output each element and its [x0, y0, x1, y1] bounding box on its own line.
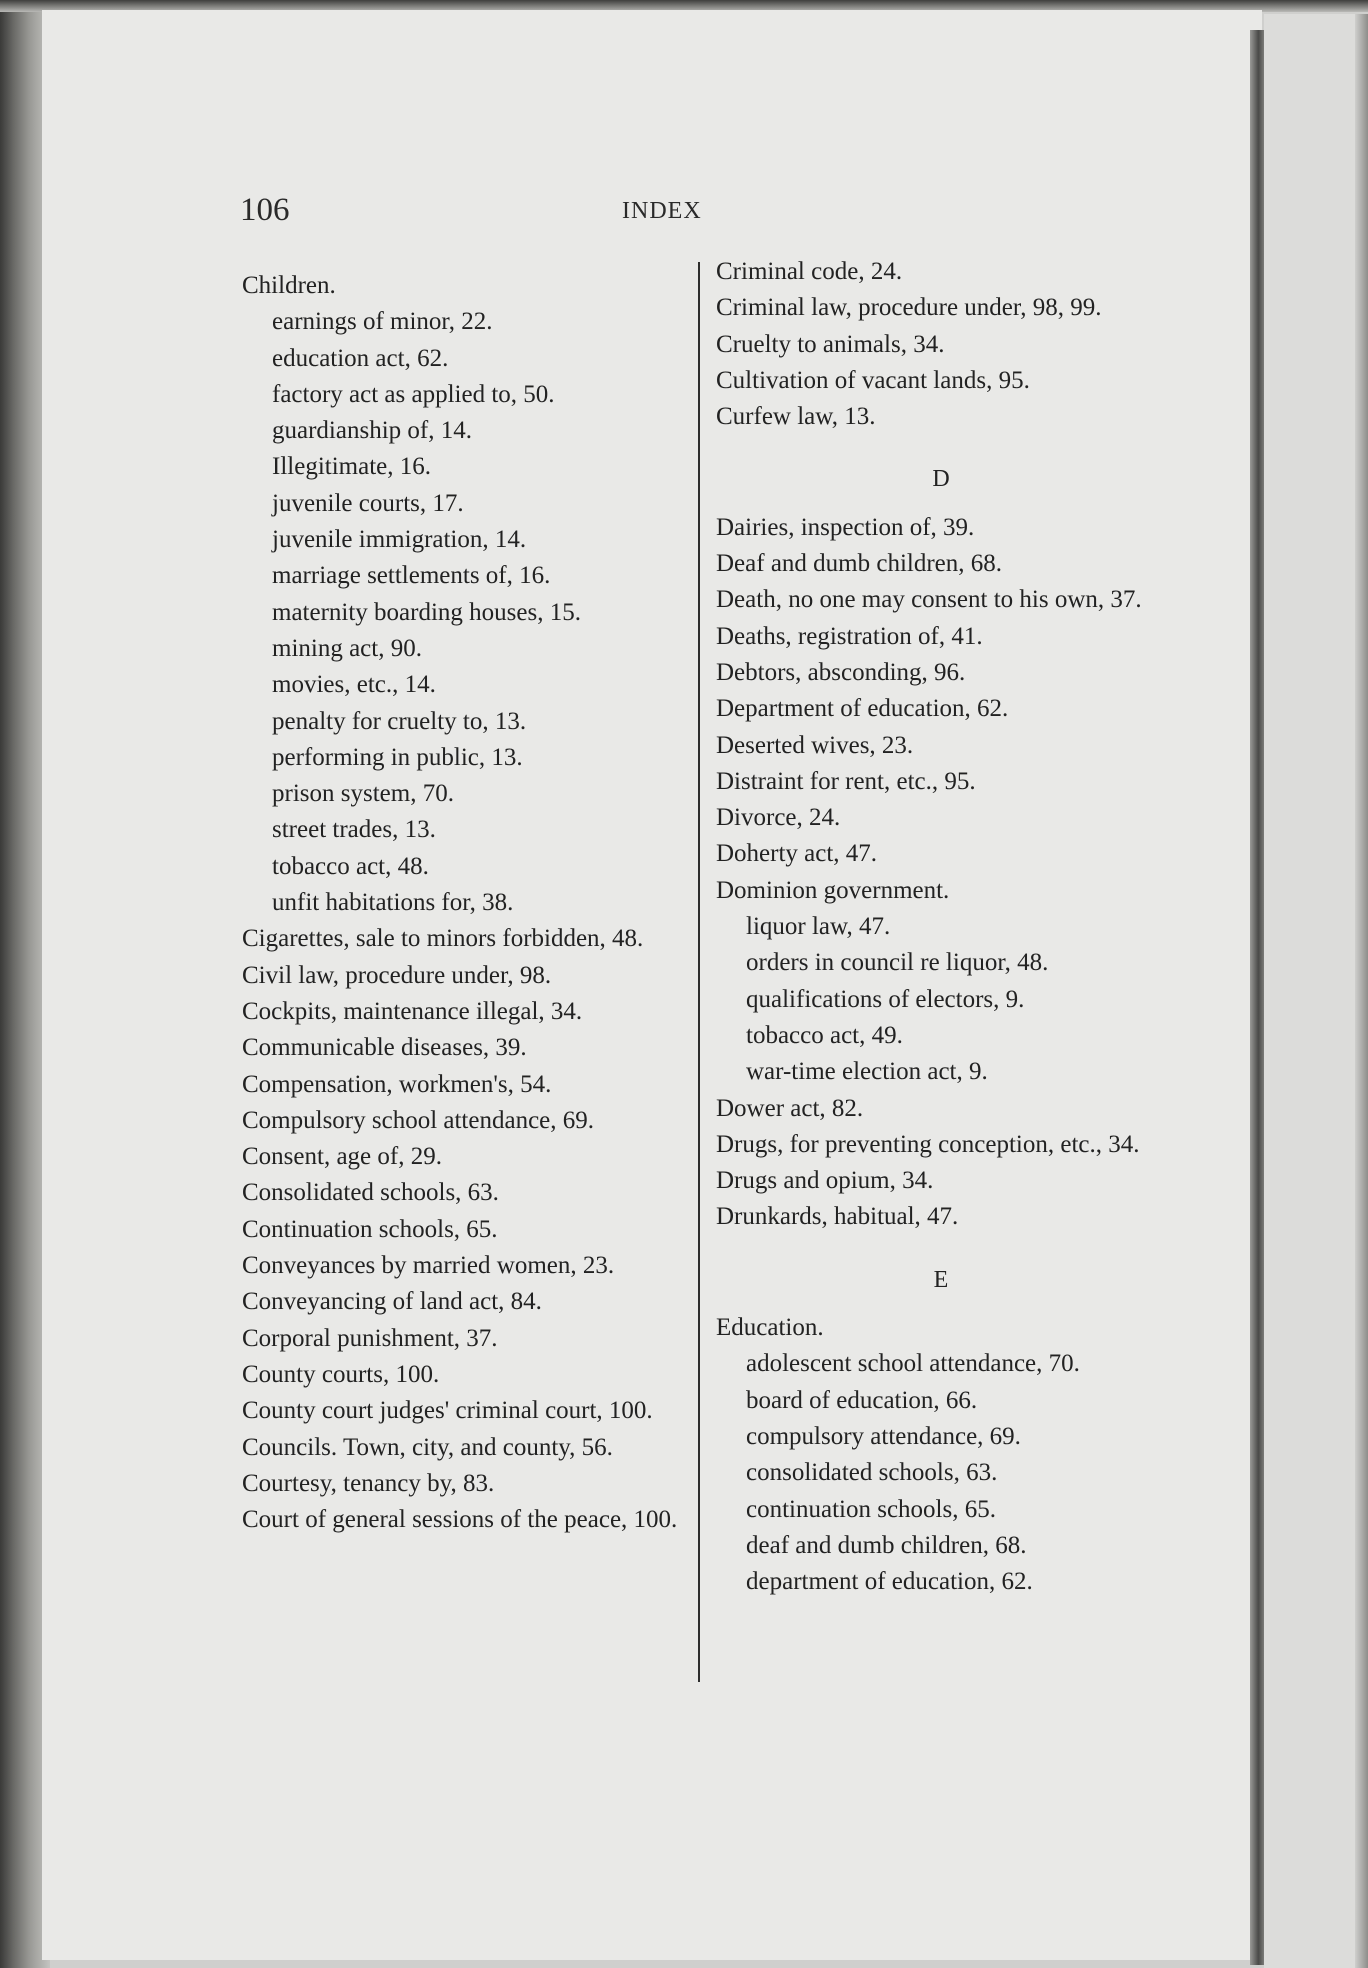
section-letter: E [933, 1266, 949, 1293]
index-entry: Cultivation of vacant lands, 95. [716, 366, 1030, 394]
index-subentry: tobacco act, 48. [272, 852, 429, 880]
index-entry: Councils. Town, city, and county, 56. [242, 1433, 613, 1461]
index-entry: Death, no one may consent to his own, 37. [716, 586, 1142, 614]
index-entry: Dairies, inspection of, 39. [716, 513, 975, 541]
index-entry: Cockpits, maintenance illegal, 34. [242, 997, 583, 1025]
index-entry: Compensation, workmen's, 54. [242, 1070, 552, 1098]
index-subentry: movies, etc., 14. [272, 671, 436, 699]
index-subentry: maternity boarding houses, 15. [272, 598, 581, 626]
index-subentry: board of education, 66. [746, 1386, 978, 1414]
index-subentry: education act, 62. [272, 344, 449, 372]
index-subentry: continuation schools, 65. [746, 1495, 996, 1523]
page-number: 106 [240, 192, 290, 228]
index-subentry: adolescent school attendance, 70. [746, 1350, 1080, 1378]
index-entry: Divorce, 24. [716, 804, 841, 832]
page-title: INDEX [622, 198, 702, 224]
index-subentry: juvenile immigration, 14. [272, 526, 527, 554]
index-entry: Conveyancing of land act, 84. [242, 1288, 542, 1316]
index-entry: Distraint for rent, etc., 95. [716, 767, 976, 795]
index-subentry: deaf and dumb children, 68. [746, 1531, 1027, 1559]
index-entry: Civil law, procedure under, 98. [242, 961, 552, 989]
index-subentry: penalty for cruelty to, 13. [272, 707, 527, 735]
index-entry: Education. [716, 1314, 824, 1342]
index-entry: Doherty act, 47. [716, 840, 878, 868]
adjacent-page-edge [1355, 14, 1368, 1968]
index-entry: Department of education, 62. [716, 695, 1009, 723]
index-subentry: unfit habitations for, 38. [272, 889, 514, 917]
index-entry: County courts, 100. [242, 1360, 440, 1388]
index-entry: Cigarettes, sale to minors forbidden, 48. [242, 925, 644, 953]
index-subentry: orders in council re liquor, 48. [746, 949, 1049, 977]
index-entry: Criminal code, 24. [716, 258, 903, 285]
index-entry: Deaf and dumb children, 68. [716, 550, 1003, 578]
index-entry: Consolidated schools, 63. [242, 1179, 499, 1207]
index-entry: Corporal punishment, 37. [242, 1324, 498, 1352]
index-column-left [242, 268, 692, 1538]
index-subentry: marriage settlements of, 16. [272, 562, 551, 590]
index-subentry: consolidated schools, 63. [746, 1459, 998, 1487]
column-divider [698, 262, 700, 1682]
index-subentry: factory act as applied to, 50. [272, 380, 555, 408]
index-entry: Dower act, 82. [716, 1094, 864, 1122]
index-entry: Drunkards, habitual, 47. [716, 1203, 959, 1231]
index-subentry: mining act, 90. [272, 634, 422, 662]
index-entry: Conveyances by married women, 23. [242, 1252, 615, 1280]
index-entry: Drugs, for preventing conception, etc., 34. [716, 1130, 1140, 1158]
index-subentry: juvenile courts, 17. [272, 489, 464, 517]
index-column-right [716, 254, 1166, 1600]
index-subentry: department of education, 62. [746, 1568, 1033, 1596]
index-entry: County court judges' criminal court, 100. [242, 1397, 653, 1425]
index-entry: Communicable diseases, 39. [242, 1034, 527, 1062]
index-subentry: prison system, 70. [272, 780, 454, 808]
index-entry: Debtors, absconding, 96. [716, 658, 966, 686]
index-entry: Deaths, registration of, 41. [716, 622, 983, 650]
index-subentry: compulsory attendance, 69. [746, 1422, 1021, 1450]
index-entry: Drugs and opium, 34. [716, 1167, 934, 1195]
index-subentry: earnings of minor, 22. [272, 308, 493, 336]
index-entry: Continuation schools, 65. [242, 1215, 498, 1243]
index-entry: Criminal law, procedure under, 98, 99. [716, 294, 1102, 322]
adjacent-page [1264, 14, 1368, 1968]
index-subentry: tobacco act, 49. [746, 1021, 903, 1049]
section-letter: D [932, 466, 950, 493]
page-header [240, 192, 760, 242]
index-entry: Children. [242, 272, 336, 299]
index-subentry: qualifications of electors, 9. [746, 985, 1025, 1013]
index-entry: Consent, age of, 29. [242, 1143, 442, 1171]
index-subentry: liquor law, 47. [746, 913, 891, 941]
page-fold-shadow [1250, 30, 1264, 1965]
index-entry: Court of general sessions of the peace, 100. [242, 1506, 678, 1534]
index-subentry: guardianship of, 14. [272, 417, 472, 445]
index-entry: Dominion government. [716, 876, 950, 904]
index-entry: Cruelty to animals, 34. [716, 330, 945, 358]
index-subentry: war-time election act, 9. [746, 1058, 988, 1086]
index-subentry: performing in public, 13. [272, 743, 523, 771]
index-subentry: Illegitimate, 16. [272, 453, 431, 481]
index-entry: Compulsory school attendance, 69. [242, 1106, 595, 1134]
index-entry: Courtesy, tenancy by, 83. [242, 1469, 495, 1497]
index-entry: Deserted wives, 23. [716, 731, 914, 759]
index-entry: Curfew law, 13. [716, 403, 876, 431]
index-subentry: street trades, 13. [272, 816, 436, 844]
